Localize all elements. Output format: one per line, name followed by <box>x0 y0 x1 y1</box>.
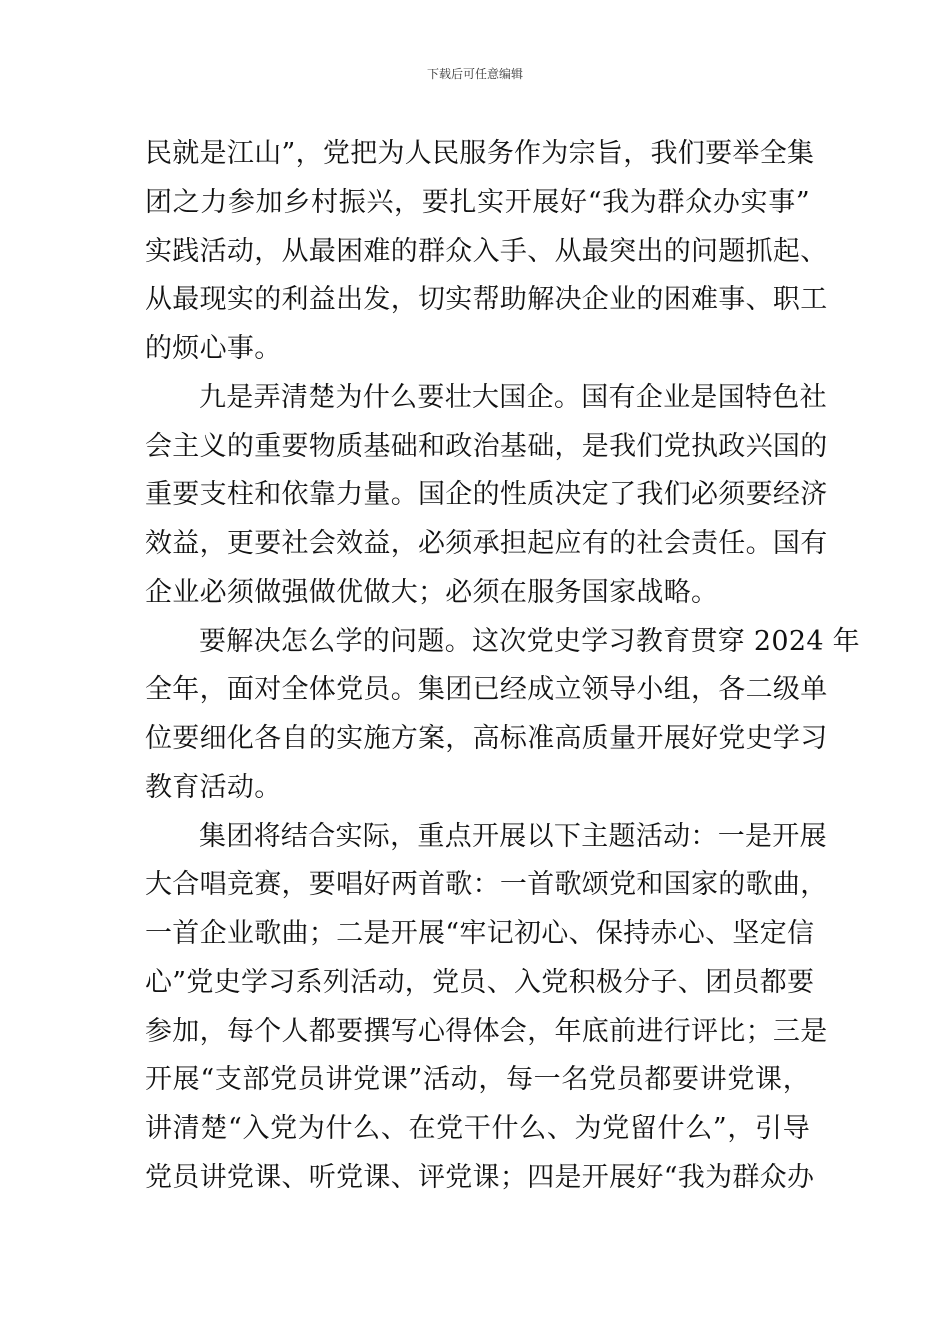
text-line: 的烦心事。 <box>145 333 282 364</box>
text-line: 民就是江山”，党把为人民服务作为宗旨，我们要举全集 <box>145 138 815 169</box>
text-line: 参加，每个人都要撰写心得体会，年底前进行评比；三是 <box>145 1015 828 1047</box>
text-line: 位要细化各自的实施方案，高标准高质量开展好党史学习 <box>145 723 828 754</box>
text-line: 集团将结合实际，重点开展以下主题活动：一是开展 <box>199 820 827 852</box>
text-line: 会主义的重要物质基础和政治基础，是我们党执政兴国的 <box>145 430 828 462</box>
text-line: 从最现实的利益出发，切实帮助解决企业的困难事、职工 <box>145 284 828 316</box>
text-line: 重要支柱和依靠力量。国企的性质决定了我们必须要经济 <box>145 479 828 511</box>
text-line: 大合唱竞赛，要唱好两首歌：一首歌颂党和国家的歌曲， <box>145 869 828 901</box>
text-line: 效益，更要社会效益，必须承担起应有的社会责任。国有 <box>145 528 828 559</box>
text-line: 企业必须做强做优做大；必须在服务国家战略。 <box>145 576 719 608</box>
text-line: 实践活动，从最困难的群众入手、从最突出的问题抓起、 <box>145 235 828 267</box>
text-line: 全年，面对全体党员。集团已经成立领导小组，各二级单 <box>145 674 828 706</box>
text-line: 要解决怎么学的问题。这次党史学习教育贯穿 2024 年 <box>199 625 860 657</box>
text-line: 九是弄清楚为什么要壮大国企。国有企业是国特色社 <box>199 381 827 413</box>
paragraph <box>145 374 828 618</box>
text-line: 讲清楚“入党为什么、在党干什么、为党留什么”，引导 <box>145 1113 810 1144</box>
text-line: 党员讲党课、听党课、评党课；四是开展好“我为群众办 <box>145 1161 815 1193</box>
paragraph <box>145 813 828 1203</box>
text-line: 教育活动。 <box>145 771 282 803</box>
text-line: 团之力参加乡村振兴，要扎实开展好“我为群众办实事” <box>145 186 810 218</box>
text-line: 一首企业歌曲；二是开展“牢记初心、保持赤心、坚定信 <box>145 918 815 949</box>
text-line: 心”党史学习系列活动，党员、入党积极分子、团员都要 <box>145 966 815 998</box>
paragraph <box>145 130 828 374</box>
text-line: 开展“支部党员讲党课”活动，每一名党员都要讲党课， <box>145 1064 810 1096</box>
paragraph <box>145 618 860 813</box>
page-header: 下载后可任意编辑 <box>426 67 523 81</box>
document-body <box>145 130 860 1203</box>
